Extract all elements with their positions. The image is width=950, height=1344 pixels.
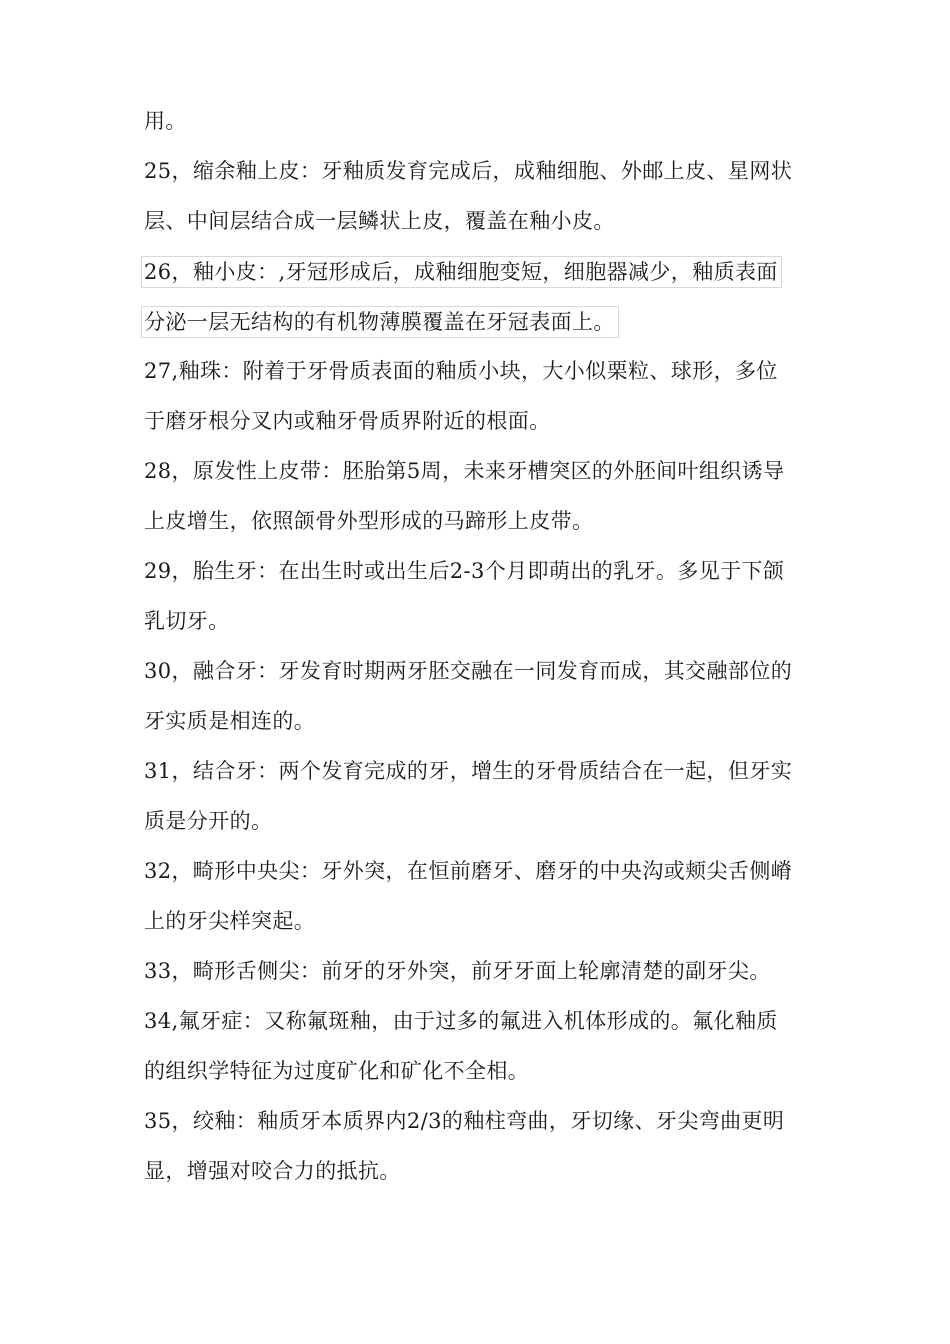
highlighted-text-line: 分泌一层无结构的有机物薄膜覆盖在牙冠表面上。 [141, 306, 619, 338]
text-line: 于磨牙根分叉内或釉牙骨质界附近的根面。 [144, 409, 551, 433]
text-line: 31，结合牙：两个发育完成的牙，增生的牙骨质结合在一起，但牙实 [144, 759, 793, 783]
text-line: 30，融合牙：牙发育时期两牙胚交融在一同发育而成，其交融部位的 [144, 659, 793, 683]
text-line: 29，胎生牙：在出生时或出生后2-3个月即萌出的乳牙。多见于下颌 [144, 559, 785, 583]
text-line: 32，畸形中央尖：牙外突，在恒前磨牙、磨牙的中央沟或颊尖舌侧嵴 [144, 859, 793, 883]
text-line: 显，增强对咬合力的抵抗。 [144, 1159, 401, 1183]
text-line: 34,氟牙症：又称氟斑釉，由于过多的氟进入机体形成的。氟化釉质 [144, 1009, 778, 1033]
highlighted-text-line: 26，釉小皮：,牙冠形成后，成釉细胞变短，细胞器减少，釉质表面 [141, 256, 782, 288]
text-line: 质是分开的。 [144, 809, 273, 833]
text-line: 乳切牙。 [144, 609, 230, 633]
text-line: 33，畸形舌侧尖：前牙的牙外突，前牙牙面上轮廓清楚的副牙尖。 [144, 959, 771, 983]
text-line: 28，原发性上皮带：胚胎第5周，未来牙槽突区的外胚间叶组织诱导 [144, 459, 785, 483]
text-line: 牙实质是相连的。 [144, 709, 316, 733]
text-line: 用。 [144, 109, 187, 133]
text-line: 35，绞釉：釉质牙本质界内2/3的釉柱弯曲，牙切缘、牙尖弯曲更明 [144, 1109, 785, 1133]
text-line: 的组织学特征为过度矿化和矿化不全相。 [144, 1059, 530, 1083]
text-line: 层、中间层结合成一层鳞状上皮，覆盖在釉小皮。 [144, 209, 615, 233]
text-line: 25，缩余釉上皮：牙釉质发育完成后，成釉细胞、外邮上皮、星网状 [144, 159, 793, 183]
text-line: 上的牙尖样突起。 [144, 909, 316, 933]
text-line: 上皮增生，依照颌骨外型形成的马蹄形上皮带。 [144, 509, 594, 533]
text-line: 27,釉珠：附着于牙骨质表面的釉质小块，大小似栗粒、球形，多位 [144, 359, 778, 383]
